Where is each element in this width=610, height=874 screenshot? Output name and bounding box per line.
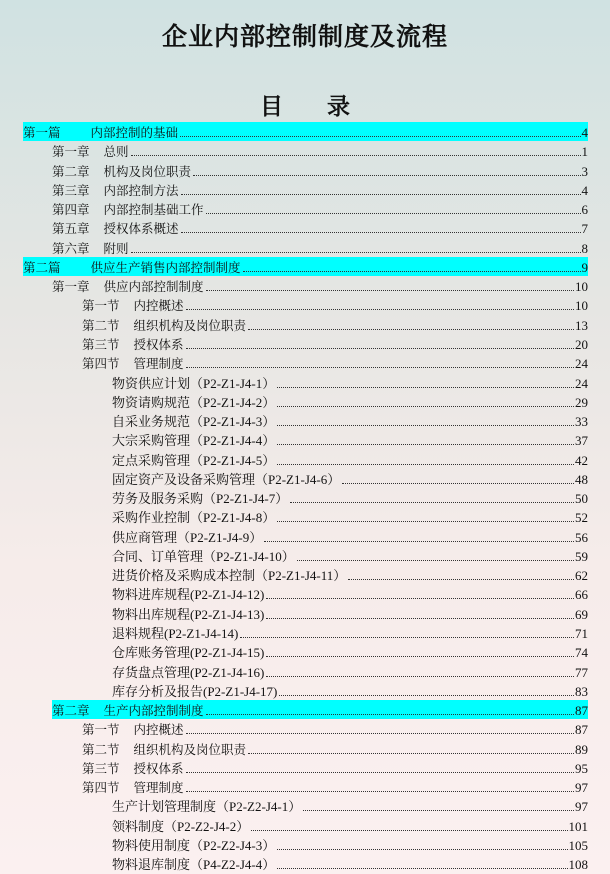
toc-entry[interactable]	[82, 334, 588, 353]
toc-entry[interactable]	[112, 623, 588, 642]
dot-leader	[206, 290, 574, 291]
dot-leader	[181, 232, 581, 233]
toc-entry-label: 仓库账务管理(P2-Z1-J4-15)	[112, 645, 265, 661]
toc-entry-label: 内部控制方法	[103, 182, 179, 198]
document-title: 企业内部控制制度及流程	[161, 22, 448, 51]
dot-leader	[206, 714, 574, 715]
toc-entry-page: 74	[575, 645, 588, 661]
toc-entry[interactable]	[112, 430, 588, 449]
dot-leader	[180, 136, 580, 137]
dot-leader	[264, 541, 574, 542]
toc-entry-label: 内控概述	[133, 298, 184, 314]
dot-leader	[131, 252, 581, 253]
toc-entry-number: 第一章	[52, 144, 90, 160]
toc-entry-label: 物料使用制度（P2-Z2-J4-3）	[112, 837, 276, 853]
dot-leader	[266, 676, 574, 677]
dot-leader	[186, 348, 574, 349]
toc-entry-label: 管理制度	[133, 780, 184, 796]
toc-entry-label: 大宗采购管理（P2-Z1-J4-4）	[112, 433, 276, 449]
toc-entry-label: 采购作业控制（P2-Z1-J4-8）	[112, 510, 276, 526]
toc-entry[interactable]	[112, 507, 588, 526]
dot-leader	[348, 579, 574, 580]
toc-entry-page: 9	[581, 259, 588, 275]
toc-entry[interactable]	[82, 777, 588, 796]
toc-entry-page: 83	[575, 683, 588, 699]
toc-entry-page: 7	[581, 221, 588, 237]
toc-entry-page: 42	[575, 452, 588, 468]
toc-entry-number: 第二节	[82, 317, 120, 333]
dot-leader	[248, 329, 574, 330]
toc-entry-label: 物料进库规程(P2-Z1-J4-12)	[112, 587, 265, 603]
toc-entry-page: 77	[575, 664, 588, 680]
toc-entry[interactable]	[112, 565, 588, 584]
toc-entry[interactable]	[82, 353, 588, 372]
toc-entry-label: 授权体系概述	[103, 221, 179, 237]
toc-entry-label: 授权体系	[133, 760, 184, 776]
toc-entry-page: 24	[575, 375, 588, 391]
toc-entry[interactable]	[112, 373, 588, 392]
toc-entry[interactable]	[112, 642, 588, 661]
toc-entry-label: 供应商管理（P2-Z1-J4-9）	[112, 529, 263, 545]
toc-entry[interactable]	[52, 141, 588, 160]
toc-entry-page: 1	[581, 144, 588, 160]
toc-entry-label: 物料退库制度（P4-Z2-J4-4）	[112, 857, 276, 873]
toc-entry-page: 101	[568, 818, 588, 834]
toc-entry-page: 95	[575, 760, 588, 776]
toc-entry-page: 29	[575, 394, 588, 410]
dot-leader	[186, 733, 574, 734]
toc-entry[interactable]	[112, 488, 588, 507]
dot-leader	[131, 155, 581, 156]
toc-entry-page: 97	[575, 799, 588, 815]
toc-entry[interactable]	[112, 835, 588, 854]
toc-entry[interactable]	[112, 604, 588, 623]
toc-entry-page: 87	[575, 722, 588, 738]
toc-entry-label: 定点采购管理（P2-Z1-J4-5）	[112, 452, 276, 468]
toc-entry[interactable]	[112, 662, 588, 681]
toc-entry-label: 总则	[103, 144, 129, 160]
dot-leader	[277, 444, 574, 445]
dot-leader	[181, 194, 581, 195]
toc-entry-page: 20	[575, 336, 588, 352]
toc-entry-number: 第一节	[82, 298, 120, 314]
toc-heading	[0, 88, 610, 121]
toc-entry-label: 内部控制的基础	[90, 125, 179, 140]
toc-entry-label: 劳务及服务采购（P2-Z1-J4-7）	[112, 491, 289, 507]
toc-entry-number: 第二章	[52, 163, 90, 179]
toc-entry[interactable]	[82, 719, 588, 738]
toc-entry-label: 授权体系	[133, 336, 184, 352]
toc-entry[interactable]	[82, 315, 588, 334]
toc-entry[interactable]	[82, 758, 588, 777]
dot-leader	[248, 753, 574, 754]
toc-entry-label: 供应生产销售内部控制制度	[90, 259, 241, 275]
toc-entry-label: 库存分析及报告(P2-Z1-J4-17)	[112, 683, 278, 699]
toc-entry-page: 59	[575, 548, 588, 564]
dot-leader	[186, 791, 574, 792]
toc-entry-page: 71	[575, 626, 588, 642]
toc-entry-page: 3	[581, 163, 588, 179]
toc-entry-page: 50	[575, 491, 588, 507]
toc-entry-page: 52	[575, 510, 588, 526]
dot-leader	[277, 849, 567, 850]
toc-entry-page: 56	[575, 529, 588, 545]
toc-entry-label: 领料制度（P2-Z2-J4-2）	[112, 818, 250, 834]
toc-entry[interactable]	[112, 796, 588, 815]
dot-leader	[186, 367, 574, 368]
toc-entry-label: 供应内部控制制度	[103, 279, 204, 295]
toc-entry-page: 89	[575, 741, 588, 757]
dot-leader	[251, 830, 567, 831]
toc-entry-number: 第五章	[52, 221, 90, 237]
toc-entry-label: 退料规程(P2-Z1-J4-14)	[112, 626, 239, 642]
toc-entry-page: 4	[581, 182, 588, 198]
dot-leader	[277, 521, 574, 522]
toc-entry-page: 37	[575, 433, 588, 449]
toc-entry-page: 87	[575, 703, 588, 719]
toc-entry-page: 108	[568, 857, 588, 873]
dot-leader	[266, 656, 574, 657]
toc-entry-page: 69	[575, 606, 588, 622]
toc-entry-label: 内控概述	[133, 722, 184, 738]
toc-entry-page: 13	[575, 317, 588, 333]
toc-entry[interactable]	[52, 700, 588, 719]
dot-leader	[277, 406, 574, 407]
toc-entry-label: 物资请购规范（P2-Z1-J4-2）	[112, 394, 276, 410]
toc-entry[interactable]	[112, 450, 588, 469]
toc-entry-number: 第二节	[82, 741, 120, 757]
dot-leader	[290, 502, 574, 503]
toc-heading-char: 录	[327, 93, 350, 120]
toc-entry-page: 10	[575, 279, 588, 295]
dot-leader	[277, 425, 574, 426]
toc-entry-label: 内部控制基础工作	[103, 202, 204, 218]
dot-leader	[277, 868, 567, 869]
toc-entry-label: 机构及岗位职责	[103, 163, 192, 179]
dot-leader	[279, 695, 574, 696]
toc-entry[interactable]	[112, 854, 588, 873]
dot-leader	[303, 810, 574, 811]
toc-entry-number: 第一篇	[23, 125, 61, 140]
toc-entry[interactable]	[52, 199, 588, 218]
toc-entry[interactable]	[52, 238, 588, 257]
toc-entry-label: 组织机构及岗位职责	[133, 317, 247, 333]
toc-entry-page: 97	[575, 780, 588, 796]
toc-entry-page: 4	[581, 125, 588, 140]
dot-leader	[266, 618, 574, 619]
toc-entry-number: 第四章	[52, 202, 90, 218]
dot-leader	[297, 560, 574, 561]
toc-entry-number: 第四节	[82, 356, 120, 372]
toc-entry-number: 第三节	[82, 336, 120, 352]
toc-entry-page: 62	[575, 568, 588, 584]
toc-entry-page: 105	[568, 837, 588, 853]
dot-leader	[206, 213, 581, 214]
toc-entry[interactable]	[23, 257, 588, 276]
toc-entry-page: 8	[581, 240, 588, 256]
toc-entry-number: 第三章	[52, 182, 90, 198]
toc-entry[interactable]	[112, 411, 588, 430]
dot-leader	[277, 464, 574, 465]
toc-entry[interactable]	[52, 180, 588, 199]
toc-entry-number: 第二篇	[23, 259, 61, 275]
toc-entry-page: 48	[575, 471, 588, 487]
toc-entry[interactable]	[112, 527, 588, 546]
toc-entry-number: 第四节	[82, 780, 120, 796]
toc-entry[interactable]	[112, 546, 588, 565]
toc-entry[interactable]	[52, 161, 588, 180]
toc-entry-number: 第二章	[52, 703, 90, 719]
toc-entry-label: 生产内部控制制度	[103, 703, 204, 719]
toc-entry-label: 进货价格及采购成本控制（P2-Z1-J4-11）	[112, 568, 347, 584]
toc-entry-label: 附则	[103, 240, 129, 256]
toc-entry[interactable]	[112, 392, 588, 411]
toc-entry-page: 66	[575, 587, 588, 603]
toc-entry[interactable]	[112, 681, 588, 700]
toc-entry[interactable]	[112, 584, 588, 603]
toc-entry-label: 物资供应计划（P2-Z1-J4-1）	[112, 375, 276, 391]
dot-leader	[342, 483, 574, 484]
toc-entry-label: 固定资产及设备采购管理（P2-Z1-J4-6）	[112, 471, 341, 487]
toc-entry-page: 33	[575, 414, 588, 430]
toc-entry-page: 10	[575, 298, 588, 314]
dot-leader	[240, 637, 574, 638]
toc-entry[interactable]	[82, 739, 588, 758]
toc-entry-number: 第一节	[82, 722, 120, 738]
toc-entry-number: 第三节	[82, 760, 120, 776]
toc-heading-char: 目	[260, 93, 283, 120]
toc-entry-label: 存货盘点管理(P2-Z1-J4-16)	[112, 664, 265, 680]
toc-entry-page: 6	[581, 202, 588, 218]
toc-entry[interactable]	[52, 276, 588, 295]
toc-entry[interactable]	[52, 218, 588, 237]
dot-leader	[186, 772, 574, 773]
toc-entry[interactable]	[23, 122, 588, 141]
toc-entry-label: 生产计划管理制度（P2-Z2-J4-1）	[112, 799, 302, 815]
dot-leader	[186, 309, 574, 310]
toc-entry[interactable]	[112, 469, 588, 488]
dot-leader	[277, 387, 574, 388]
toc-entry-number: 第一章	[52, 279, 90, 295]
toc-entry-label: 管理制度	[133, 356, 184, 372]
toc-entry-label: 组织机构及岗位职责	[133, 741, 247, 757]
dot-leader	[266, 598, 574, 599]
toc-entry-label: 合同、订单管理（P2-Z1-J4-10）	[112, 548, 295, 564]
toc-entry-label: 物料出库规程(P2-Z1-J4-13)	[112, 606, 265, 622]
toc-entry-number: 第六章	[52, 240, 90, 256]
toc-entry-page: 24	[575, 356, 588, 372]
toc-entry[interactable]	[82, 295, 588, 314]
dot-leader	[193, 175, 580, 176]
toc-entry-label: 自采业务规范（P2-Z1-J4-3）	[112, 414, 276, 430]
toc-entry[interactable]	[112, 816, 588, 835]
dot-leader	[243, 271, 581, 272]
